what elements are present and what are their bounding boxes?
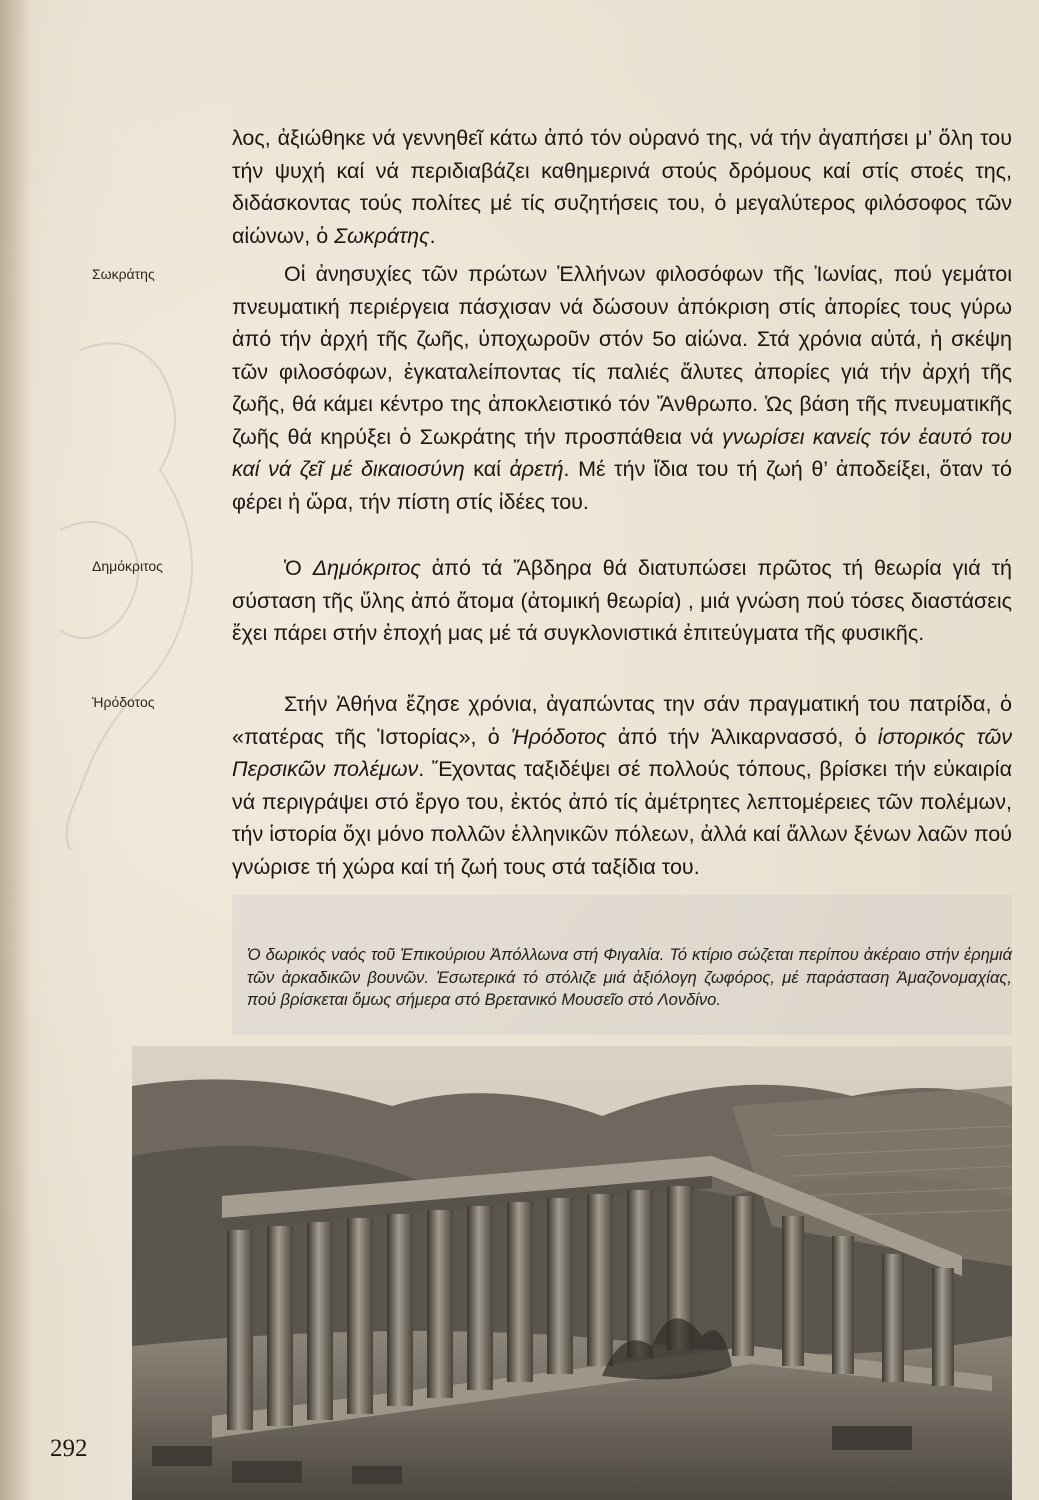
- paragraph-2-italic-a: γνωρίσει κανείς τόν ἑαυτό του καί νά ζεῖ μέ δικαιοσύνη: [232, 424, 1012, 481]
- paragraph-1-end: .: [429, 223, 436, 248]
- paragraph-3-italic: Δημόκριτος: [312, 556, 421, 580]
- temple-photo-graphic: [132, 1046, 1012, 1500]
- photo-caption: Ὁ δωρικός ναός τοῦ Ἐπικούριου Ἀπόλλωνα στή Φιγαλία. Τό κτίριο σώζεται περίπου ἀκέραιο στήν ἐρημιά τῶν ἀρκαδικῶν βουνῶν. Ἐσωτερικά τό στόλιζε μιά ἀξιόλογη ζωφόρος, μέ παράσταση Ἀμαζονομαχίας, πού βρίσκεται ὅμως σήμερα στό Βρετανικό Μουσεῖο στό Λονδίνο.: [247, 946, 1012, 1009]
- paragraph-2-mid: καί: [464, 457, 510, 481]
- paragraph-2-text: Οἱ ἀνησυχίες τῶν πρώτων Ἑλλήνων φιλοσόφων τῆς Ἰωνίας, πού γεμάτοι πνευματική περιέργεια πάσχισαν νά δώσουν ἀπόκριση στίς ἀπορίες τους γύρω ἀπό τήν ἀρχή τῆς ζωῆς, ὑποχωροῦν στόν 5ο αἰώνα. Στά χρόνια αὐτά, ἡ σκέψη τῶν φιλοσόφων, ἐγκαταλείποντας τίς παλιές ἄλυτες ἀπορίες γιά τήν ἀρχή τῆς ζωῆς, θά κάμει κέντρο της ἀποκλειστικό τόν Ἄνθρωπο. Ὡς βάση τῆς πνευματικῆς ζωῆς θά κηρύξει ὁ Σωκράτης τήν προσπάθεια νά: [232, 262, 1012, 449]
- paragraph-4: [232, 688, 1012, 883]
- paragraph-1-text: λος, ἀξιώθηκε νά γεννηθεῖ κάτω ἀπό τόν οὐρανό της, νά τήν ἀγαπήσει μ’ ὅλη του τήν ψυχή καί νά περιδιαβάζει καθημερινά στούς δρόμους καί στίς στοές της, διδάσκοντας τούς πολίτες μέ τίς συζητήσεις του, ὁ μεγαλύτερος φιλόσοφος τῶν αἰώνων, ὁ: [232, 126, 1012, 248]
- paragraph-3-text: ἀπό τά Ἄβδηρα θά διατυπώσει πρῶτος τή θεωρία γιά τή σύσταση τῆς ὕλης ἀπό ἄτομα (ἀτομική θεωρία) , μιά γνώση πού τόσες διαστάσεις ἔχει πάρει στήν ἐποχή μας μέ τά συγκλονιστικά ἐπιτεύγματα τῆς φυσικῆς.: [232, 556, 1012, 645]
- paragraph-4-italic-a: Ἡρόδοτος: [510, 724, 607, 749]
- paragraph-3-start: Ὁ: [284, 556, 313, 580]
- temple-photo: [132, 1046, 1012, 1500]
- paragraph-4-mid: ἀπό τήν Ἁλικαρνασσό, ὁ: [606, 724, 878, 749]
- paragraph-4-end: . Ἔχοντας ταξιδέψει σέ πολλούς τόπους, βρίσκει τήν εὐκαιρία νά περιγράψει στό ἔργο του, ἐκτός ἀπό τίς ἀμέτρητες λεπτομέρειες τῶν πολέμων, τήν ἱστορία ὄχι μόνο πολλῶν ἑλληνικῶν πόλεων, ἀλλά καί ἄλλων ξένων λαῶν πού γνώρισε τή χώρα καί τή ζωή τους στά ταξίδια του.: [232, 757, 1012, 879]
- margin-note-sokratis: Σωκράτης: [92, 266, 155, 282]
- paragraph-3: [232, 552, 1012, 650]
- paragraph-1-italic: Σωκράτης: [334, 223, 430, 248]
- paragraph-2-end: . Μέ τήν ἴδια του τή ζωή θ’ ἀποδείξει, ὅταν τό φέρει ἡ ὥρα, τήν πίστη στίς ἰδέες του.: [232, 457, 1012, 514]
- margin-note-dimokritos: Δημόκριτος: [92, 558, 163, 574]
- paragraph-2-italic-b: ἀρετή: [509, 457, 564, 481]
- paragraph-4-text: Στήν Ἀθήνα ἔζησε χρόνια, ἀγαπώντας την σάν πραγματική του πατρίδα, ὁ «πατέρας τῆς Ἱστορίας», ὁ: [232, 692, 1012, 749]
- binding-shadow: [0, 0, 30, 1500]
- show-through-figure: [40, 330, 240, 850]
- margin-note-irodotos: Ἡρόδοτος: [92, 694, 155, 710]
- paragraph-1: [232, 122, 1012, 252]
- page-number: 292: [50, 1435, 88, 1462]
- paragraph-2: [232, 258, 1012, 518]
- paragraph-4-italic-b: ἱστορικός τῶν Περσικῶν πολέμων: [232, 724, 1012, 781]
